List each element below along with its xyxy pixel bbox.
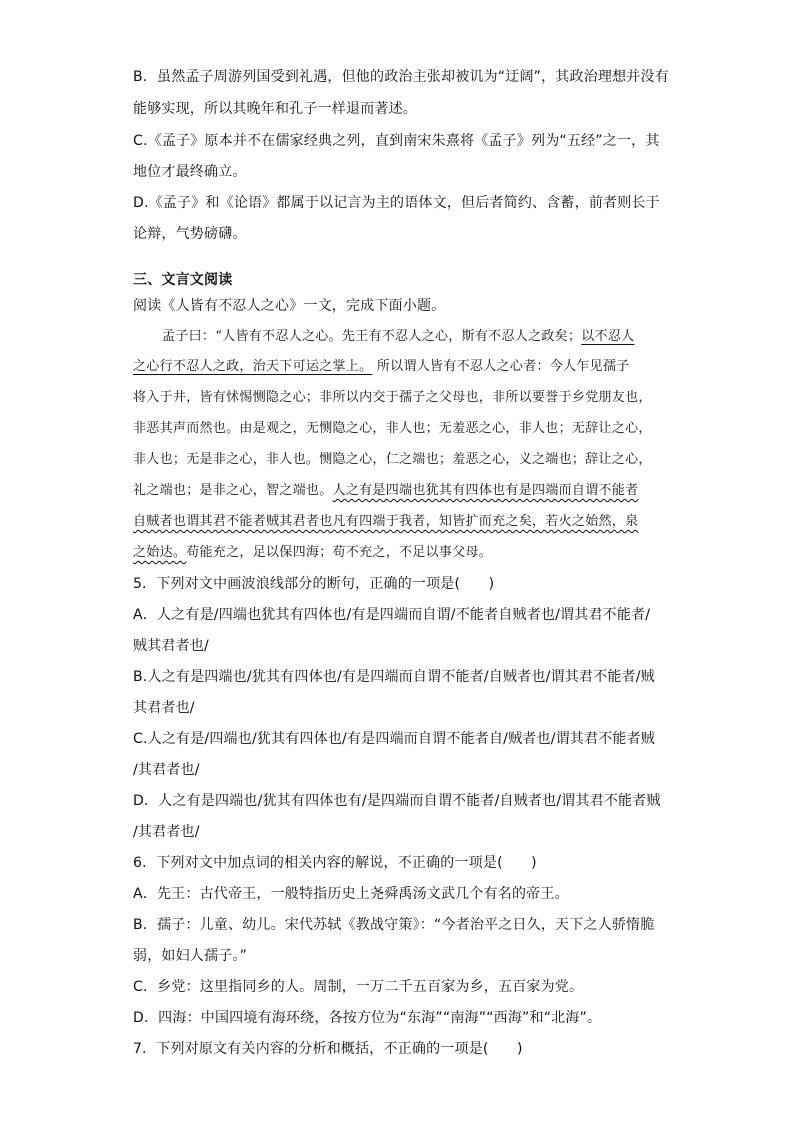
passage-text: 孟子曰：“人皆有不忍人之心。先王有不忍人之心，斯有不忍人之政矣； bbox=[162, 329, 582, 344]
question-7-stem: 7．下列对原文有关内容的分析和概括，不正确的一项是( ) bbox=[133, 1041, 523, 1057]
option-c-line-2: 地位才最终确立。 bbox=[133, 164, 247, 180]
q6-option-b-line-1: B．孺子：儿童、幼儿。宋代苏轼《教战守策》：“今者治平之日久，天下之人骄惰脆 bbox=[133, 917, 655, 933]
passage-text: 所以谓人皆有不忍人之心者：今人乍见孺子 bbox=[372, 359, 630, 374]
q5-option-b-line-2: 其君者也/ bbox=[133, 700, 195, 716]
q6-option-c: C．乡党：这里指同乡的人。周制，一万二千五百家为乡，五百家为党。 bbox=[133, 979, 584, 995]
passage-line-4: 非恶其声而然也。由是观之，无恻隐之心，非人也；无羞恶之心，非人也；无辞让之心， bbox=[133, 421, 652, 436]
passage-line-8 bbox=[133, 543, 492, 563]
wavy-underlined-text: 人之有是四端也犹其有四体也有是四端而自谓不能者 bbox=[332, 483, 639, 498]
underlined-sentence: 以不忍人 bbox=[581, 329, 635, 344]
wavy-underlined-text: 之始达。 bbox=[133, 545, 187, 560]
passage-line-6 bbox=[133, 481, 638, 501]
option-c-line-1: C.《孟子》原本并不在儒家经典之列，直到南宋朱熹将《孟子》列为“五经”之一，其 bbox=[133, 133, 660, 149]
q5-option-c-line-2: /其君者也/ bbox=[133, 762, 200, 778]
passage-line-1 bbox=[162, 327, 634, 347]
question-6-stem: 6．下列对文中加点词的相关内容的解说，不正确的一项是( ) bbox=[133, 855, 537, 871]
passage-line-3: 将入于井，皆有怵惕恻隐之心；非所以内交于孺子之父母也，非所以要誉于乡党朋友也， bbox=[133, 390, 652, 405]
q5-option-a-line-2: 贼其君者也/ bbox=[133, 638, 209, 654]
option-d-line-2: 论辩，气势磅礴。 bbox=[133, 226, 247, 242]
passage-line-5: 非人也；无是非之心，非人也。恻隐之心，仁之端也；羞恶之心，义之端也；辞让之心， bbox=[133, 452, 652, 467]
q5-option-d-line-1: D．人之有是四端也/犹其有四体也有/是四端而自谓不能者/自贼者也/谓其君不能者贼 bbox=[133, 793, 661, 809]
passage-text: 苟能充之，足以保四海；苟不充之，不足以事父母。 bbox=[186, 545, 493, 560]
option-b-line-1: B．虽然孟子周游列国受到礼遇，但他的政治主张却被讥为“迂阔”，其政治理想并没有 bbox=[133, 69, 669, 85]
wavy-underlined-text: 自贼者也谓其君不能者贼其君者也凡有四端于我者，知皆扩而充之矣，若火之始然，泉 bbox=[133, 514, 639, 529]
underlined-sentence: 之心行不忍人之政，治天下可运之掌上。 bbox=[133, 359, 373, 374]
q5-option-d-line-2: /其君者也/ bbox=[133, 824, 200, 840]
q5-option-c-line-1: C.人之有是/四端也/犹其有四体也/有是四端而自谓不能者自/贼者也/谓其君不能者贼 bbox=[133, 731, 656, 747]
passage-text: 礼之端也；是非之心，智之端也。 bbox=[133, 483, 333, 498]
question-5-stem: 5．下列对文中画波浪线部分的断句，正确的一项是( ) bbox=[133, 576, 495, 592]
q6-option-a: A．先王：古代帝王，一般特指历史上尧舜禹汤文武几个有名的帝王。 bbox=[133, 886, 569, 902]
q5-option-b-line-1: B.人之有是四端也/犹其有四体也/有是四端而自谓不能者/自贼者也/谓其君不能者/贼 bbox=[133, 669, 655, 685]
section-title: 三、文言文阅读 bbox=[133, 272, 233, 288]
q6-option-d: D．四海：中国四境有海环绕，各按方位为“东海”“南海”“西海”和“北海”。 bbox=[133, 1010, 602, 1026]
instruction: 阅读《人皆有不忍人之心》一文，完成下面小题。 bbox=[133, 298, 446, 314]
option-d-line-1: D.《孟子》和《论语》都属于以记言为主的语体文，但后者简约、含蓄，前者则长于 bbox=[133, 195, 660, 211]
q6-option-b-line-2: 弱，如妇人孺子。” bbox=[133, 948, 248, 964]
q5-option-a-line-1: A．人之有是/四端也犹其有四体也/有是四端而自谓/不能者自贼者也/谓其君不能者/ bbox=[133, 607, 651, 623]
passage-line-2 bbox=[133, 357, 630, 377]
passage-line-7 bbox=[133, 512, 638, 532]
option-b-line-2: 能够实现，所以其晚年和孔子一样退而著述。 bbox=[133, 101, 417, 117]
